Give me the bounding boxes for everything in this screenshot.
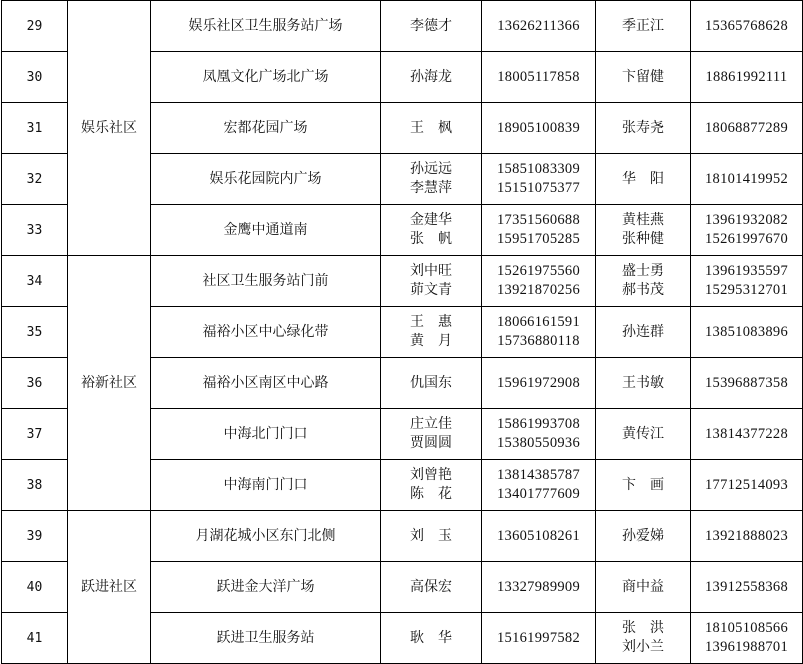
contact-phone-2 bbox=[691, 103, 803, 154]
person2-line: 孙连群 bbox=[622, 323, 664, 340]
phone1-line: 15151075377 bbox=[496, 180, 581, 196]
phone1-line: 13626211366 bbox=[497, 17, 580, 34]
person2-line: 盛士勇 bbox=[622, 263, 664, 279]
contact-phone-2 bbox=[691, 154, 803, 205]
contact-person-2 bbox=[596, 358, 691, 409]
person2-line: 季正江 bbox=[622, 17, 664, 34]
location-name: 娱乐社区卫生服务站广场 bbox=[151, 1, 381, 52]
phone2-line: 18101419952 bbox=[704, 170, 789, 187]
phone2-line: 15365768628 bbox=[704, 17, 789, 34]
phone2-line: 18105108566 bbox=[704, 620, 789, 636]
contact-phone-1 bbox=[482, 358, 596, 409]
contact-phone-2 bbox=[691, 358, 803, 409]
table-body bbox=[2, 1, 803, 664]
contact-person-2 bbox=[596, 511, 691, 562]
contact-phone-2 bbox=[691, 1, 803, 52]
duty-roster-table bbox=[1, 0, 803, 664]
row-number: 29 bbox=[2, 1, 68, 52]
phone2-line: 13921888023 bbox=[704, 527, 789, 544]
location-name: 福裕小区中心绿化带 bbox=[151, 307, 381, 358]
phone1-line: 15961972908 bbox=[496, 374, 581, 391]
location-name: 中海南门门口 bbox=[151, 460, 381, 511]
contact-person-1 bbox=[381, 511, 482, 562]
phone1-line: 13401777609 bbox=[496, 486, 581, 502]
contact-phone-1 bbox=[482, 256, 596, 307]
row-number: 40 bbox=[2, 562, 68, 613]
person2-line: 卞留健 bbox=[622, 68, 664, 85]
person1-line: 李慧萍 bbox=[410, 180, 452, 196]
phone1-line: 13814385787 bbox=[496, 467, 581, 483]
contact-person-2 bbox=[596, 1, 691, 52]
table-row bbox=[2, 1, 803, 52]
contact-person-2 bbox=[596, 409, 691, 460]
location-name: 娱乐花园院内广场 bbox=[151, 154, 381, 205]
person1-line: 贾圆圆 bbox=[410, 435, 452, 451]
person2-line: 黄桂燕 bbox=[622, 212, 664, 228]
row-number: 31 bbox=[2, 103, 68, 154]
community-name: 跃进社区 bbox=[68, 511, 151, 664]
phone2-line: 18068877289 bbox=[704, 119, 789, 136]
row-number: 38 bbox=[2, 460, 68, 511]
location-name: 金鹰中通道南 bbox=[151, 205, 381, 256]
person1-line: 李德才 bbox=[410, 17, 452, 34]
phone2-line: 18861992111 bbox=[705, 68, 788, 85]
person2-line: 张寿尧 bbox=[622, 119, 664, 136]
phone1-line: 18005117858 bbox=[497, 68, 580, 85]
contact-person-1 bbox=[381, 409, 482, 460]
contact-phone-2 bbox=[691, 562, 803, 613]
community-name: 娱乐社区 bbox=[68, 1, 151, 256]
location-name: 月湖花城小区东门北侧 bbox=[151, 511, 381, 562]
person1-line: 陈 花 bbox=[410, 486, 452, 502]
person2-line: 商中益 bbox=[622, 578, 664, 595]
contact-phone-1 bbox=[482, 307, 596, 358]
contact-person-2 bbox=[596, 154, 691, 205]
row-number: 34 bbox=[2, 256, 68, 307]
person2-line: 孙爱娣 bbox=[622, 527, 664, 544]
location-name: 跃进金大洋广场 bbox=[151, 562, 381, 613]
phone1-line: 18066161591 bbox=[496, 314, 581, 330]
contact-person-2 bbox=[596, 613, 691, 664]
contact-phone-1 bbox=[482, 511, 596, 562]
phone1-line: 15261975560 bbox=[496, 263, 581, 279]
contact-person-2 bbox=[596, 562, 691, 613]
person1-line: 孙海龙 bbox=[410, 68, 452, 85]
phone2-line: 13961988701 bbox=[704, 639, 789, 655]
person1-line: 茆文青 bbox=[410, 282, 452, 298]
phone1-line: 15951705285 bbox=[496, 231, 581, 247]
phone1-line: 17351560688 bbox=[496, 212, 581, 228]
phone2-line: 13961935597 bbox=[704, 263, 789, 279]
person1-line: 王 惠 bbox=[410, 314, 452, 330]
contact-person-1 bbox=[381, 256, 482, 307]
contact-phone-2 bbox=[691, 52, 803, 103]
contact-person-2 bbox=[596, 205, 691, 256]
person2-line: 刘小兰 bbox=[622, 639, 664, 655]
phone1-line: 15161997582 bbox=[496, 629, 581, 646]
location-name: 社区卫生服务站门前 bbox=[151, 256, 381, 307]
row-number: 32 bbox=[2, 154, 68, 205]
contact-person-1 bbox=[381, 154, 482, 205]
row-number: 33 bbox=[2, 205, 68, 256]
person1-line: 仇国东 bbox=[410, 374, 452, 391]
location-name: 凤凰文化广场北广场 bbox=[151, 52, 381, 103]
contact-person-2 bbox=[596, 103, 691, 154]
contact-phone-1 bbox=[482, 52, 596, 103]
contact-person-1 bbox=[381, 1, 482, 52]
contact-person-1 bbox=[381, 460, 482, 511]
contact-phone-2 bbox=[691, 511, 803, 562]
person1-line: 庄立佳 bbox=[410, 416, 452, 432]
contact-phone-2 bbox=[691, 307, 803, 358]
person1-line: 刘曾艳 bbox=[410, 467, 452, 483]
contact-phone-2 bbox=[691, 409, 803, 460]
table-row bbox=[2, 256, 803, 307]
person2-line: 卞 画 bbox=[622, 476, 664, 493]
row-number: 37 bbox=[2, 409, 68, 460]
person2-line: 郝书茂 bbox=[622, 282, 664, 298]
row-number: 36 bbox=[2, 358, 68, 409]
contact-phone-2 bbox=[691, 256, 803, 307]
row-number: 30 bbox=[2, 52, 68, 103]
person1-line: 王 枫 bbox=[410, 119, 452, 136]
contact-person-1 bbox=[381, 358, 482, 409]
person1-line: 张 帆 bbox=[410, 231, 452, 247]
contact-phone-1 bbox=[482, 1, 596, 52]
contact-phone-1 bbox=[482, 205, 596, 256]
person1-line: 金建华 bbox=[410, 212, 452, 228]
phone2-line: 13961932082 bbox=[704, 212, 789, 228]
phone2-line: 13814377228 bbox=[704, 425, 789, 442]
row-number: 41 bbox=[2, 613, 68, 664]
person2-line: 华 阳 bbox=[622, 170, 664, 187]
phone2-line: 13912558368 bbox=[704, 578, 789, 595]
row-number: 39 bbox=[2, 511, 68, 562]
contact-phone-1 bbox=[482, 562, 596, 613]
phone1-line: 15861993708 bbox=[496, 416, 581, 432]
person2-line: 黄传江 bbox=[622, 425, 664, 442]
person2-line: 张 洪 bbox=[622, 620, 664, 636]
contact-person-2 bbox=[596, 52, 691, 103]
contact-person-2 bbox=[596, 256, 691, 307]
contact-phone-1 bbox=[482, 460, 596, 511]
person1-line: 黄 月 bbox=[410, 333, 452, 349]
person1-line: 刘 玉 bbox=[410, 527, 452, 544]
phone1-line: 18905100839 bbox=[496, 119, 581, 136]
contact-person-1 bbox=[381, 562, 482, 613]
contact-person-1 bbox=[381, 52, 482, 103]
contact-phone-2 bbox=[691, 460, 803, 511]
contact-person-2 bbox=[596, 460, 691, 511]
person1-line: 耿 华 bbox=[410, 629, 452, 646]
person1-line: 孙远远 bbox=[410, 161, 452, 177]
contact-phone-2 bbox=[691, 613, 803, 664]
community-name: 裕新社区 bbox=[68, 256, 151, 511]
contact-phone-1 bbox=[482, 409, 596, 460]
location-name: 宏都花园广场 bbox=[151, 103, 381, 154]
phone1-line: 13605108261 bbox=[496, 527, 581, 544]
person2-line: 王书敏 bbox=[622, 374, 664, 391]
location-name: 跃进卫生服务站 bbox=[151, 613, 381, 664]
phone1-line: 13327989909 bbox=[496, 578, 581, 595]
person1-line: 高保宏 bbox=[410, 578, 452, 595]
row-number: 35 bbox=[2, 307, 68, 358]
phone1-line: 13921870256 bbox=[496, 282, 581, 298]
location-name: 福裕小区南区中心路 bbox=[151, 358, 381, 409]
contact-phone-1 bbox=[482, 154, 596, 205]
table-row bbox=[2, 511, 803, 562]
contact-person-1 bbox=[381, 613, 482, 664]
contact-person-2 bbox=[596, 307, 691, 358]
person1-line: 刘中旺 bbox=[410, 263, 452, 279]
contact-phone-2 bbox=[691, 205, 803, 256]
contact-person-1 bbox=[381, 307, 482, 358]
contact-phone-1 bbox=[482, 103, 596, 154]
phone2-line: 13851083896 bbox=[704, 323, 789, 340]
phone1-line: 15380550936 bbox=[496, 435, 581, 451]
phone1-line: 15736880118 bbox=[497, 333, 580, 349]
contact-person-1 bbox=[381, 205, 482, 256]
phone2-line: 15396887358 bbox=[704, 374, 789, 391]
phone1-line: 15851083309 bbox=[496, 161, 581, 177]
location-name: 中海北门门口 bbox=[151, 409, 381, 460]
phone2-line: 15295312701 bbox=[704, 282, 789, 298]
contact-phone-1 bbox=[482, 613, 596, 664]
person2-line: 张种健 bbox=[622, 231, 664, 247]
phone2-line: 17712514093 bbox=[704, 476, 789, 493]
contact-person-1 bbox=[381, 103, 482, 154]
phone2-line: 15261997670 bbox=[704, 231, 789, 247]
